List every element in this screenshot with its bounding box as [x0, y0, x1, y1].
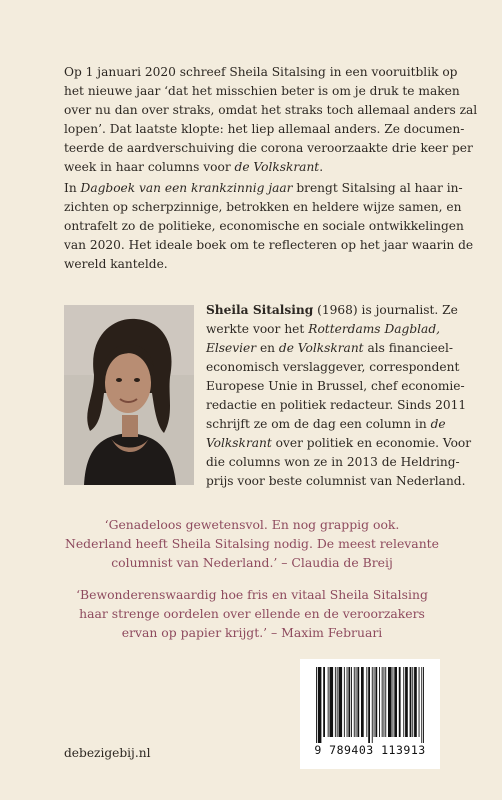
barcode-bar — [372, 667, 373, 743]
barcode-bar — [423, 667, 424, 743]
barcode-bar — [379, 667, 380, 737]
quote-line: ‘Bewonderenswaardig hoe fris en vitaal Sheila Sitalsing — [76, 587, 428, 602]
magazine-title: Elsevier — [206, 341, 257, 355]
barcode-bar — [414, 667, 417, 737]
text-line: ontrafelt zo de politieke, economische en sociale ontwikkelingen — [64, 219, 464, 233]
text-line: het nieuwe jaar ‘dat het misschien beter is om je druk te maken — [64, 84, 460, 98]
quote-line: ‘Genadeloos gewetensvol. En nog grappig ook. — [104, 517, 400, 532]
newspaper-title: de — [430, 417, 446, 431]
barcode-bar — [354, 667, 355, 737]
barcode-bar — [357, 667, 359, 737]
barcode-bar — [382, 667, 383, 737]
quote-line: Nederland heeft Sheila Sitalsing nodig. De meest relevante — [65, 536, 439, 551]
barcode-bar — [394, 667, 397, 737]
text-line: zichten op scherpzinnige, betrokken en heldere wijze samen, en — [64, 200, 462, 214]
barcode-bar — [351, 667, 352, 737]
quote-line: ervan op papier krijgt.’ – Maxim Februari — [121, 625, 383, 640]
text-line: lopen’. Dat laatste klopte: het liep allemaal anders. Ze documen- — [64, 122, 465, 136]
text-fragment: In — [64, 181, 81, 195]
text-line — [206, 301, 458, 320]
barcode-bar — [328, 667, 329, 737]
barcode-bar — [337, 667, 338, 737]
text-line: Op 1 januari 2020 schreef Sheila Sitalsing in een vooruitblik op — [64, 65, 458, 79]
review-quote-2 — [64, 585, 440, 642]
newspaper-title: de Volkskrant — [278, 341, 364, 355]
text-line: redactie en politiek redacteur. Sinds 2011 — [206, 398, 467, 412]
barcode-bar — [410, 667, 412, 737]
barcode-bar — [421, 667, 422, 743]
text-line — [64, 179, 463, 198]
newspaper-title: de Volkskrant — [234, 160, 320, 174]
text-line — [206, 339, 454, 358]
text-fragment: . — [319, 160, 324, 174]
barcode-bar — [356, 667, 357, 737]
barcode-bar — [374, 667, 375, 737]
publisher-website: debezigebij.nl — [64, 746, 151, 760]
isbn-number: 9 789403 113913 — [314, 743, 426, 757]
text-fragment: brengt Sitalsing al haar in- — [292, 181, 463, 195]
text-line: teerde de aardverschuiving die corona veroorzaakte drie keer per — [64, 141, 473, 155]
barcode-bar — [393, 667, 394, 737]
text-fragment: werkte voor het — [206, 322, 309, 336]
quote-line: columnist van Nederland.’ – Claudia de Breij — [111, 555, 393, 570]
book-title: Dagboek van een krankzinnig jaar — [80, 181, 293, 195]
text-line: wereld kantelde. — [64, 257, 168, 271]
newspaper-title: Volkskrant — [206, 436, 272, 450]
blurb-paragraph-1 — [64, 63, 478, 177]
barcode-bar — [335, 667, 336, 737]
text-fragment: (1968) is journalist. Ze — [313, 303, 458, 317]
author-portrait-image — [64, 305, 194, 485]
text-line: die columns won ze in 2013 de Heldring- — [206, 455, 460, 469]
barcode-bar — [339, 667, 343, 737]
text-fragment: week in haar columns voor — [64, 160, 235, 174]
barcode-bar — [316, 667, 317, 743]
barcode-bar — [384, 667, 385, 737]
barcode-bar — [348, 667, 350, 737]
text-line: prijs voor beste columnist van Nederland. — [206, 474, 466, 488]
barcode-bar — [323, 667, 325, 737]
text-line: economisch verslaggever, correspondent — [206, 360, 460, 374]
barcode-bar — [375, 667, 377, 737]
barcode-bar — [412, 667, 413, 737]
barcode-bar — [405, 667, 408, 737]
author-name: Sheila Sitalsing — [206, 303, 314, 317]
barcode-bar — [318, 667, 322, 743]
text-line: over nu dan over straks, omdat het straks toch allemaal anders zal — [64, 103, 478, 117]
text-fragment: als financieel- — [363, 341, 454, 355]
text-line: van 2020. Het ideale boek om te reflecteren op het jaar waarin de — [64, 238, 474, 252]
author-bio — [206, 301, 472, 491]
review-quote-1 — [64, 515, 440, 572]
text-line — [206, 415, 446, 434]
barcode-bar — [330, 667, 334, 737]
barcode-bar — [344, 667, 345, 737]
isbn-barcode — [300, 659, 440, 769]
barcode-bar — [388, 667, 392, 737]
text-fragment: over politiek en economie. Voor — [271, 436, 472, 450]
barcode-bar — [368, 667, 370, 743]
author-photo — [64, 305, 194, 485]
barcode-bar — [366, 667, 367, 737]
text-line — [206, 434, 472, 453]
barcode-bars — [314, 667, 426, 743]
barcode-bar — [399, 667, 401, 737]
text-fragment: en — [256, 341, 279, 355]
text-fragment: schrijft ze om de dag een column in — [206, 417, 431, 431]
text-line — [206, 320, 440, 339]
barcode-bar — [385, 667, 386, 737]
barcode-bar — [347, 667, 348, 737]
newspaper-title: Rotterdams Dagblad, — [308, 322, 440, 336]
barcode-bar — [403, 667, 404, 737]
text-line: Europese Unie in Brussel, chef economie- — [206, 379, 465, 393]
text-line — [64, 158, 440, 177]
quote-line: haar strenge oordelen over ellende en de veroorzakers — [79, 606, 425, 621]
barcode-bar — [361, 667, 364, 737]
blurb-paragraph-2 — [64, 179, 474, 274]
barcode-bar — [419, 667, 420, 737]
